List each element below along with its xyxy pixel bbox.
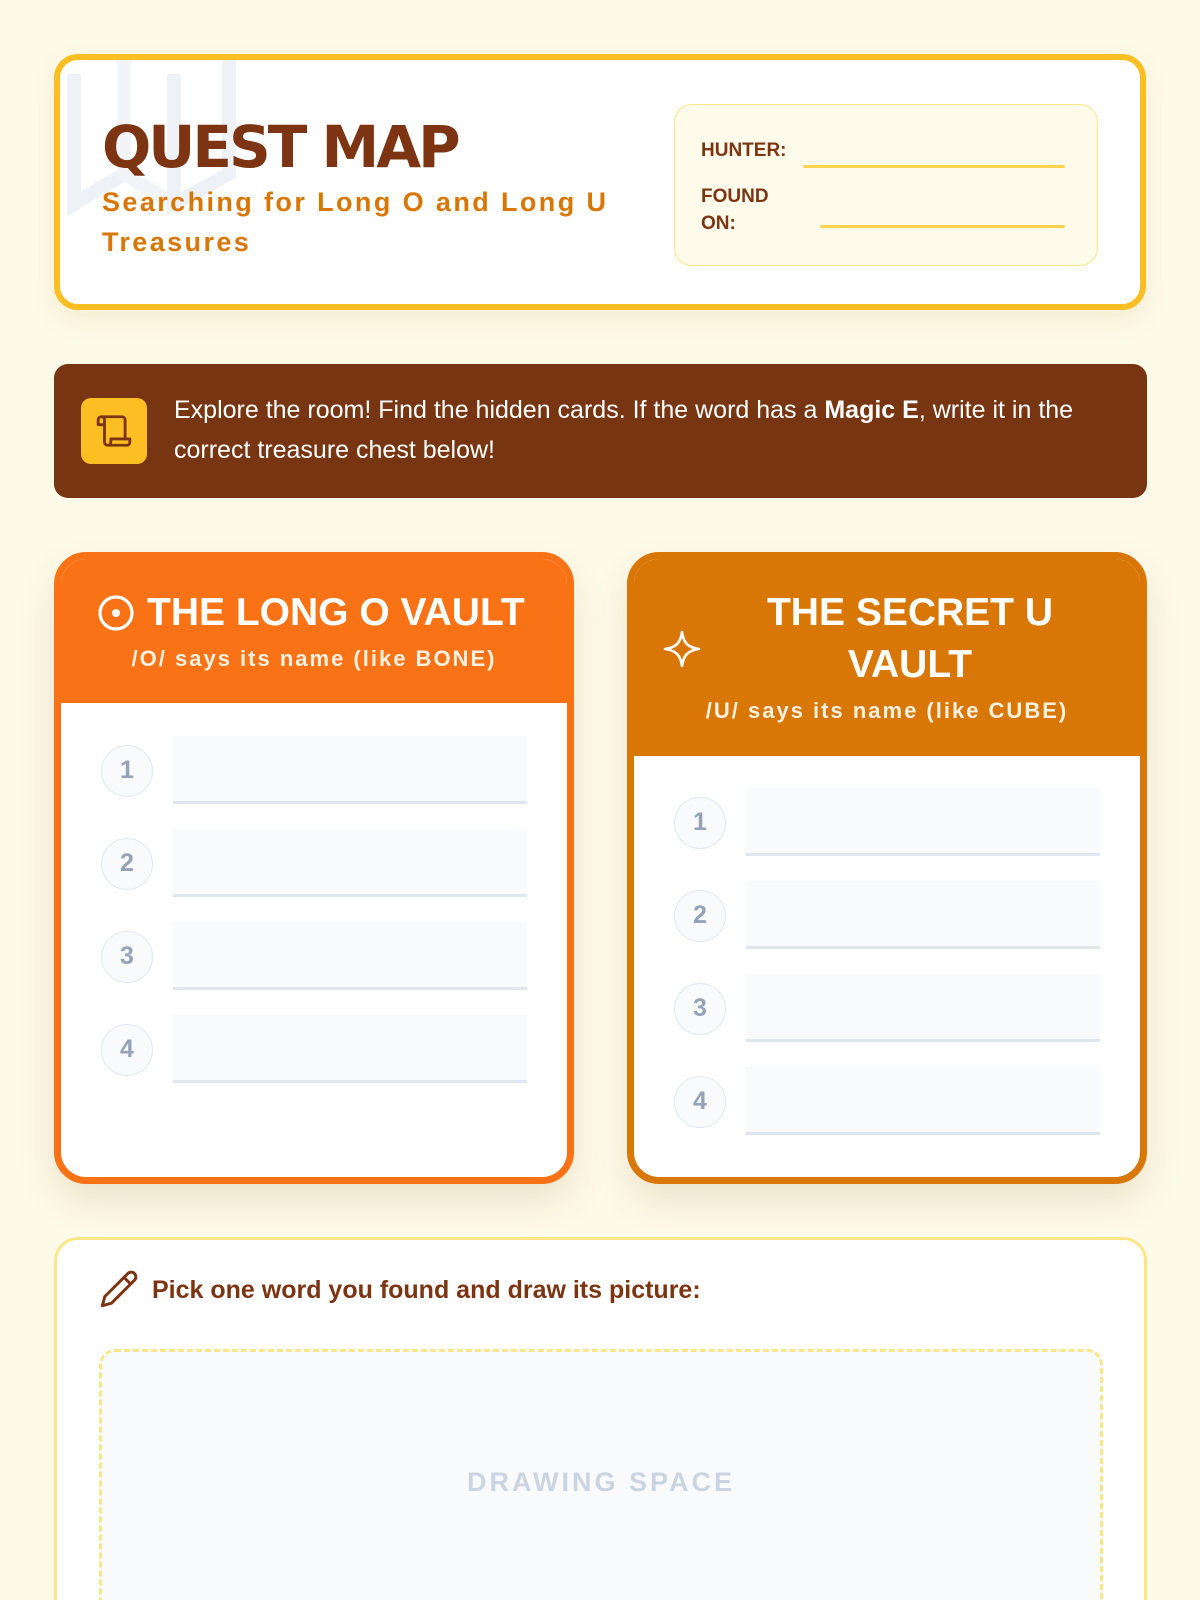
entry-number: 1 <box>674 797 726 849</box>
word-entry-row <box>674 788 1100 856</box>
hunter-label: HUNTER: <box>701 140 787 161</box>
scroll-icon <box>81 398 147 464</box>
long-o-vault <box>54 552 574 1184</box>
vault-subtitle: /U/ says its name (like CUBE) <box>705 698 1069 723</box>
drawing-prompt: Pick one word you found and draw its picture: <box>152 1276 701 1304</box>
magic-e-highlight: Magic E <box>824 396 919 424</box>
found-on-field[interactable] <box>820 225 1065 228</box>
word-input[interactable] <box>746 974 1100 1042</box>
sparkle-icon <box>662 629 702 669</box>
target-circle-icon <box>96 593 136 633</box>
header-card <box>54 54 1146 310</box>
vault-title: THE SECRET U VAULT <box>766 591 1054 686</box>
vault-subtitle: /O/ says its name (like BONE) <box>131 646 497 671</box>
word-input[interactable] <box>173 736 527 804</box>
hunter-field[interactable] <box>803 165 1065 168</box>
word-input[interactable] <box>746 881 1100 949</box>
instruction-banner <box>54 364 1147 498</box>
page-title: QUEST MAP <box>102 113 458 181</box>
entry-number: 1 <box>101 745 153 797</box>
drawing-space[interactable] <box>99 1349 1103 1600</box>
word-input[interactable] <box>173 1015 527 1083</box>
secret-u-vault <box>627 552 1147 1184</box>
word-input[interactable] <box>173 829 527 897</box>
entry-number: 3 <box>674 983 726 1035</box>
word-entry-row <box>101 922 527 990</box>
instruction-text: Explore the room! Find the hidden cards. If the word has a Magic E, write it in the correct treasure chest below! <box>174 396 1074 464</box>
pencil-icon <box>99 1269 139 1309</box>
entry-number: 4 <box>674 1076 726 1128</box>
page-subtitle: Searching for Long O and Long U Treasures <box>102 187 609 257</box>
drawing-space-label: DRAWING SPACE <box>466 1467 735 1497</box>
vault-header <box>61 559 567 703</box>
vault-title: THE LONG O VAULT <box>147 591 525 634</box>
word-entry-row <box>101 736 527 804</box>
drawing-card <box>54 1237 1147 1600</box>
entry-number: 3 <box>101 931 153 983</box>
word-input[interactable] <box>173 922 527 990</box>
word-input[interactable] <box>746 1067 1100 1135</box>
entry-number: 4 <box>101 1024 153 1076</box>
entry-number: 2 <box>101 838 153 890</box>
word-entry-row <box>674 1067 1100 1135</box>
word-entry-row <box>674 881 1100 949</box>
word-input[interactable] <box>746 788 1100 856</box>
vault-header <box>634 559 1140 756</box>
hunter-info-box <box>674 104 1098 266</box>
word-entry-row <box>674 974 1100 1042</box>
word-entry-row <box>101 1015 527 1083</box>
word-entry-row <box>101 829 527 897</box>
entry-number: 2 <box>674 890 726 942</box>
found-on-label: FOUND ON: <box>701 186 769 234</box>
